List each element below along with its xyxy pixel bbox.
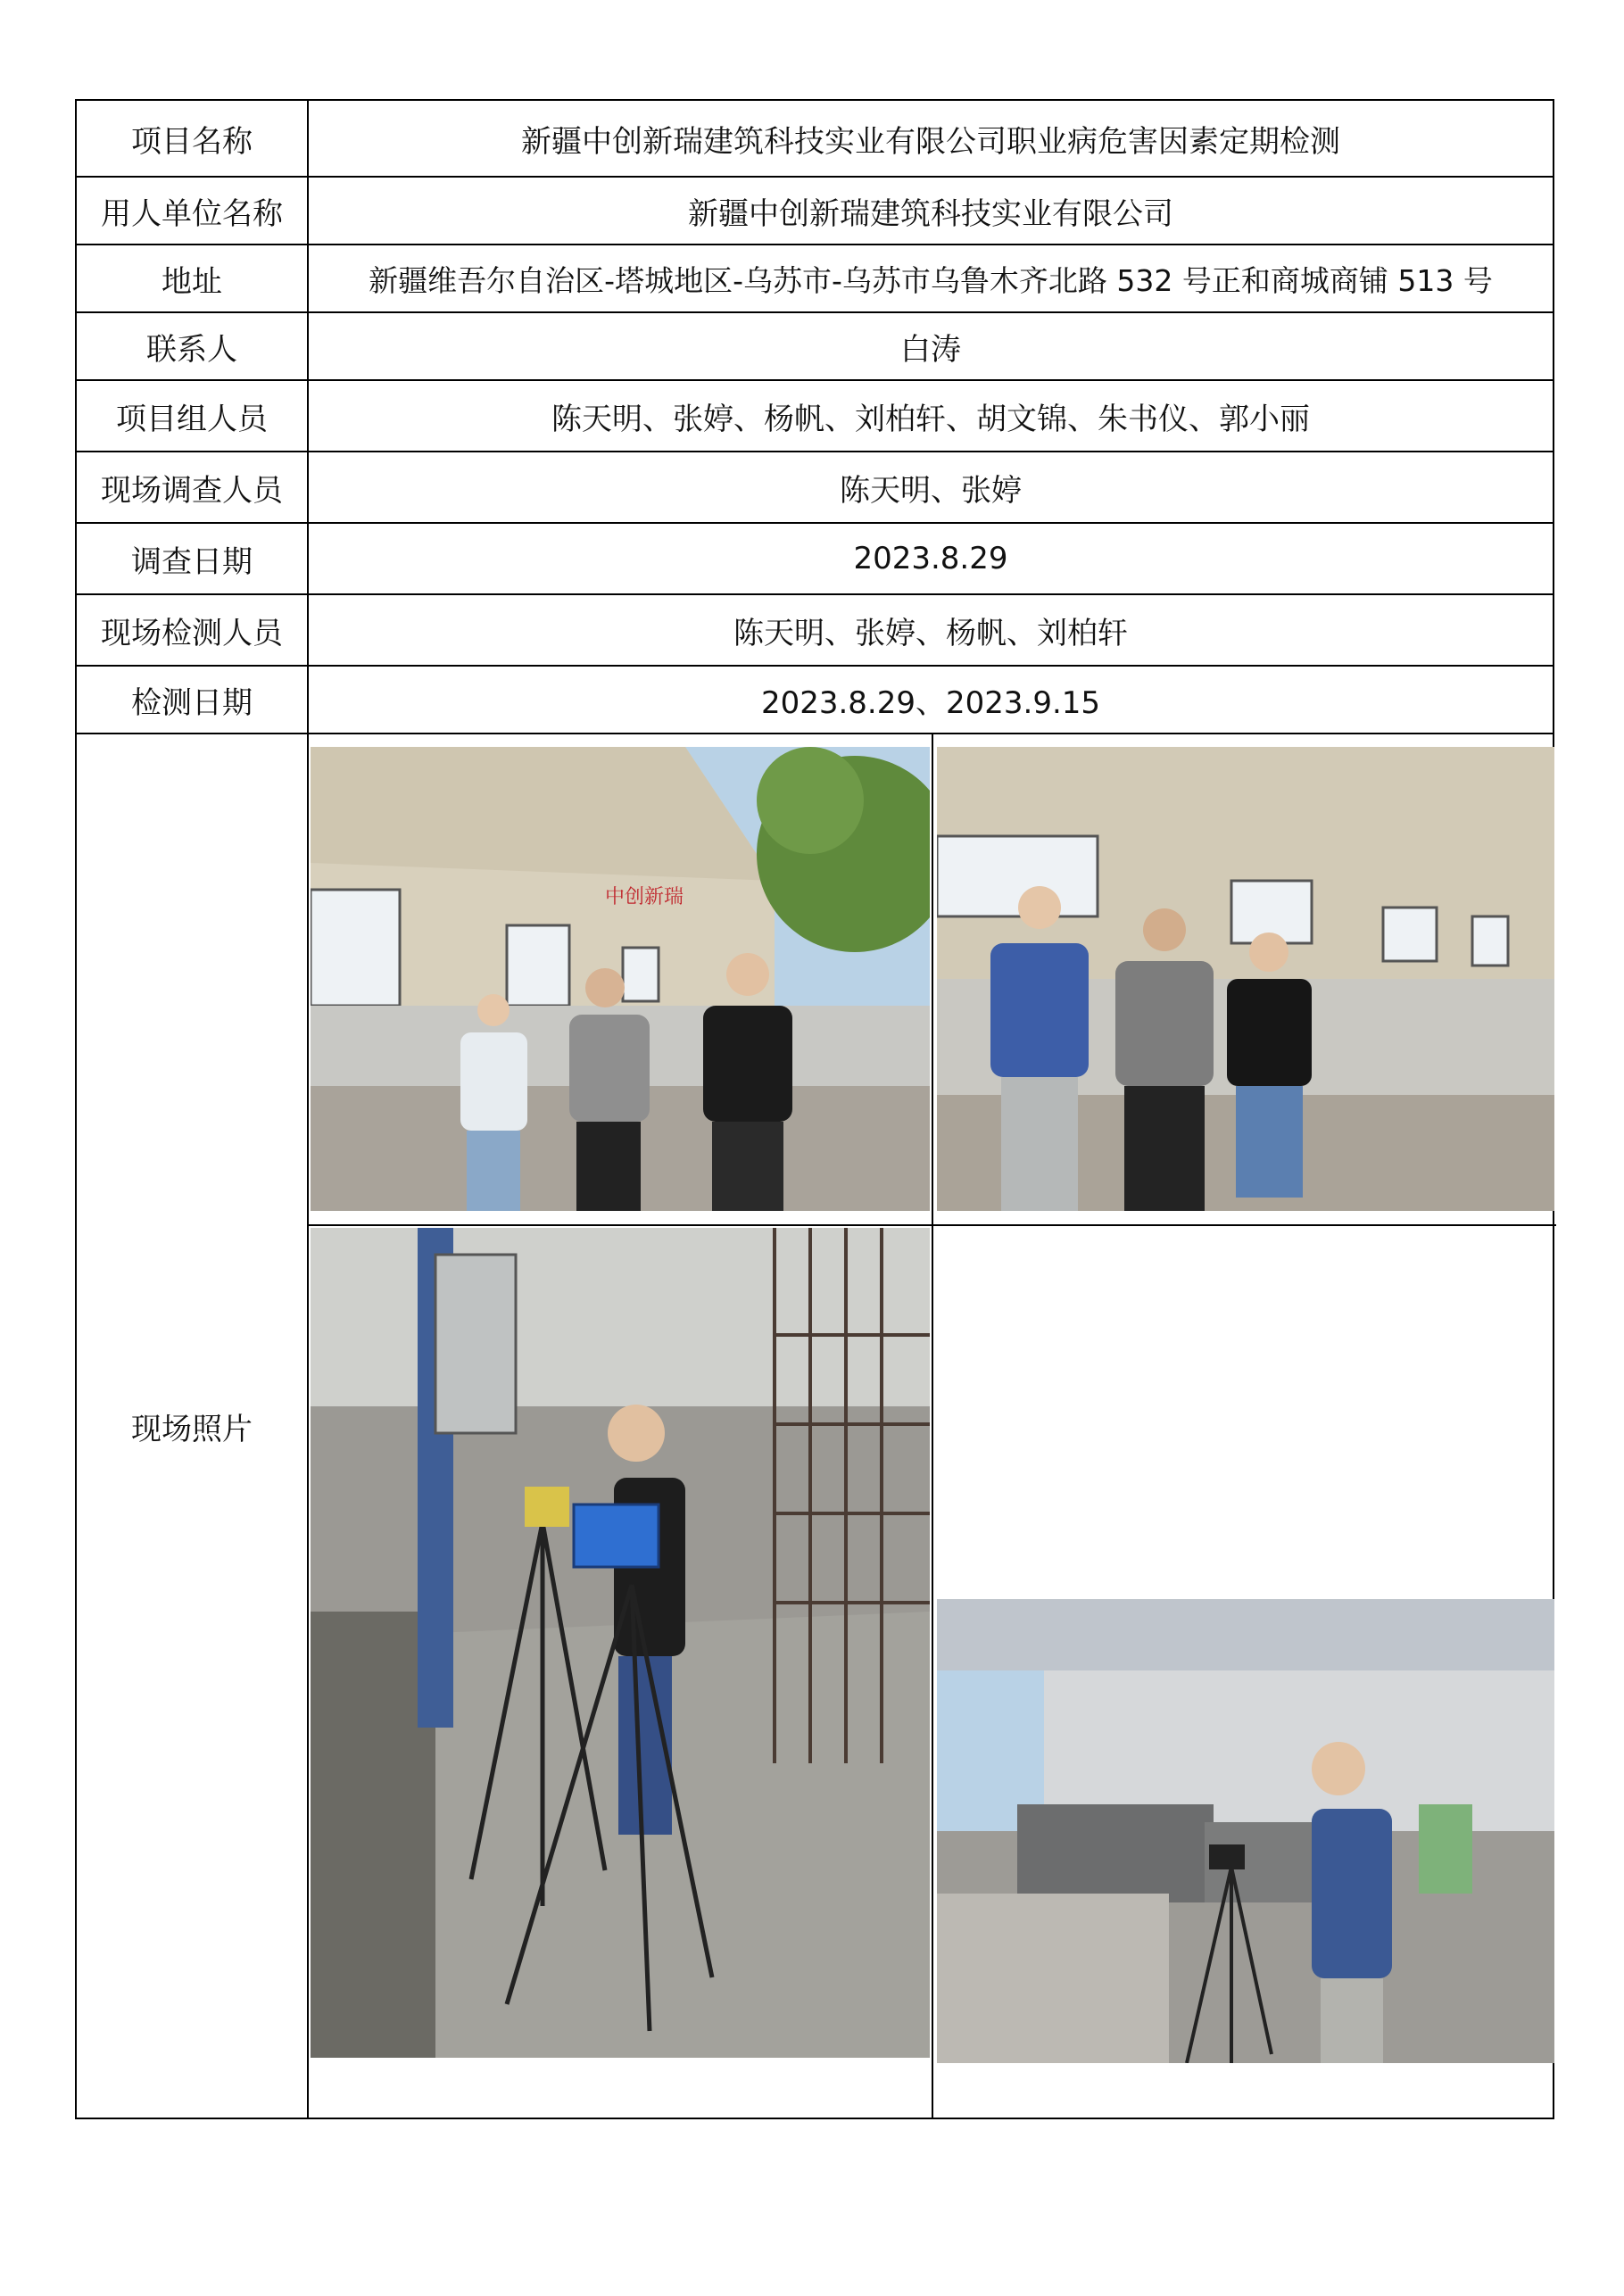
site-photo-production-line <box>937 1599 1554 2063</box>
project-name-label: 项目名称 <box>76 100 308 177</box>
employer-label: 用人单位名称 <box>76 177 308 245</box>
worker-background <box>1419 1804 1472 1894</box>
site-photos-label: 现场照片 <box>76 734 308 2118</box>
site-photo-group-outdoor-2 <box>937 747 1554 1211</box>
team-value: 陈天明、张婷、杨帆、刘柏轩、胡文锦、朱书仪、郭小丽 <box>308 380 1554 452</box>
site-photo-indoor-sampling <box>311 1228 930 2058</box>
report-sheet <box>75 99 1554 2119</box>
site-photo-group-outdoor-1 <box>311 747 930 1211</box>
row-address <box>76 245 1554 312</box>
photo-grid <box>309 734 1556 2118</box>
row-project-name <box>76 100 1554 177</box>
contact-label: 联系人 <box>76 312 308 380</box>
survey-date-label: 调查日期 <box>76 523 308 594</box>
project-name-value: 新疆中创新瑞建筑科技实业有限公司职业病危害因素定期检测 <box>308 100 1554 177</box>
sampler-pump <box>525 1487 569 1527</box>
row-employer <box>76 177 1554 245</box>
test-date-label: 检测日期 <box>76 666 308 734</box>
photo-grid-divider-vertical <box>932 734 933 2118</box>
survey-staff-label: 现场调查人员 <box>76 452 308 523</box>
contact-value: 白涛 <box>308 312 1554 380</box>
test-staff-label: 现场检测人员 <box>76 594 308 666</box>
photo-grid-divider-horizontal <box>309 1224 1556 1226</box>
site-photos-cell <box>308 734 1554 2118</box>
row-survey-date <box>76 523 1554 594</box>
wall-sign-text: 中创新瑞 <box>605 886 684 908</box>
row-site-photos <box>76 734 1554 2118</box>
test-date-value: 2023.8.29、2023.9.15 <box>308 666 1554 734</box>
row-survey-staff <box>76 452 1554 523</box>
employer-value: 新疆中创新瑞建筑科技实业有限公司 <box>308 177 1554 245</box>
project-info-table <box>75 99 1554 2119</box>
survey-date-value: 2023.8.29 <box>308 523 1554 594</box>
address-label: 地址 <box>76 245 308 312</box>
row-test-date <box>76 666 1554 734</box>
sound-level-meter <box>1209 1844 1245 1869</box>
row-team <box>76 380 1554 452</box>
dust-sampler-device <box>574 1504 659 1567</box>
address-value: 新疆维吾尔自治区-塔城地区-乌苏市-乌苏市乌鲁木齐北路 532 号正和商城商铺 513 号 <box>308 245 1554 312</box>
survey-staff-value: 陈天明、张婷 <box>308 452 1554 523</box>
test-staff-value: 陈天明、张婷、杨帆、刘柏轩 <box>308 594 1554 666</box>
row-contact <box>76 312 1554 380</box>
team-label: 项目组人员 <box>76 380 308 452</box>
row-test-staff <box>76 594 1554 666</box>
